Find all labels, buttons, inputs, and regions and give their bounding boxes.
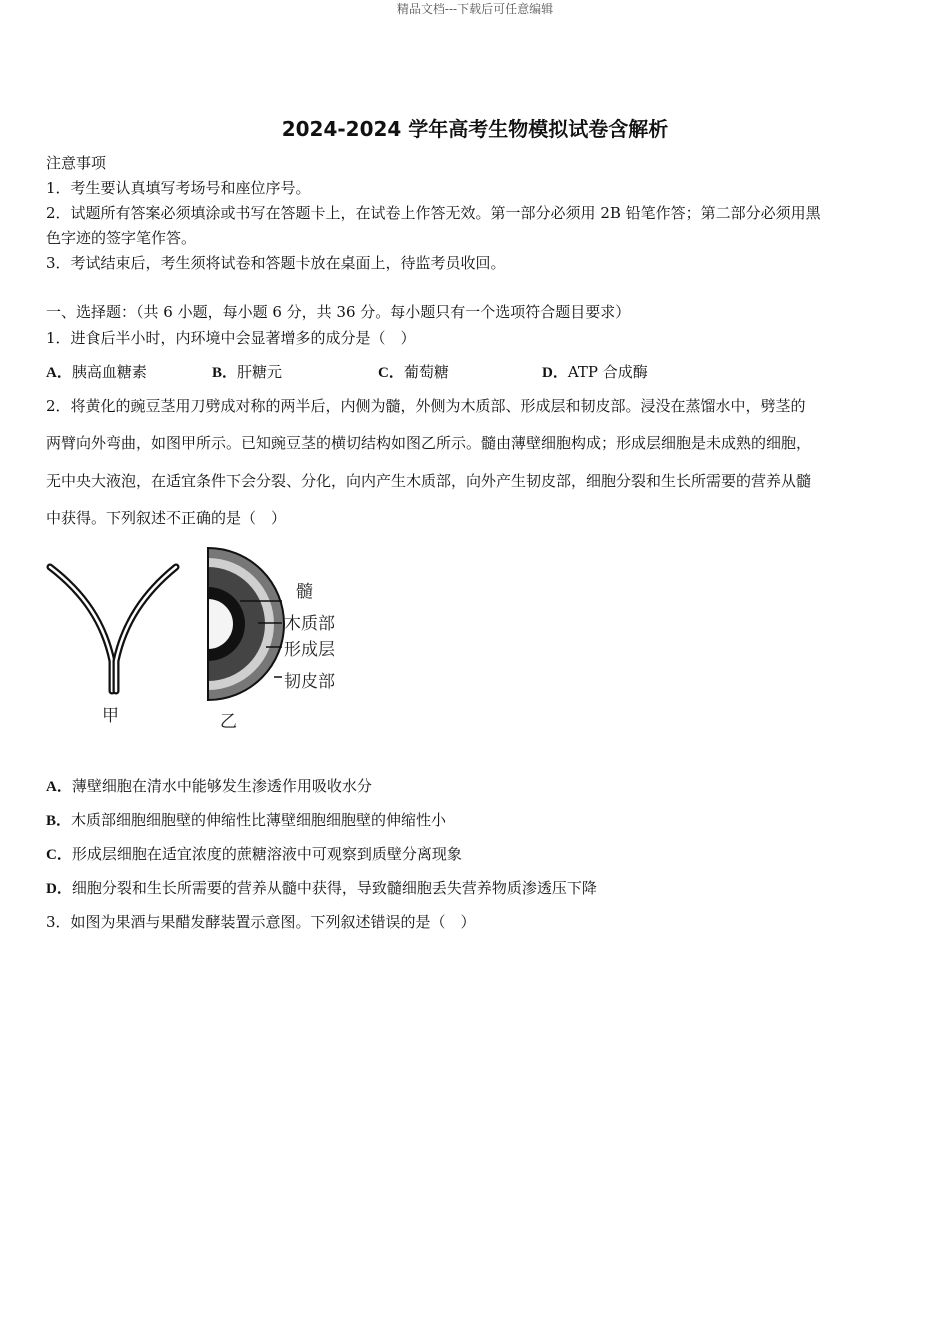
q1-stem: 1．进食后半小时，内环境中会显著增多的成分是（ ） (46, 329, 416, 347)
q2-stem-line-4: 中获得。下列叙述不正确的是（ ） (46, 509, 287, 527)
q2-option-c (46, 843, 462, 864)
option-text: 木质部细胞细胞壁的伸缩性比薄壁细胞细胞壁的伸缩性小 (71, 811, 447, 829)
q2-stem-line-3: 无中央大液泡，在适宜条件下会分裂、分化，向内产生木质部，向外产生韧皮部，细胞分裂和生长所需要的营养从髓 (46, 472, 812, 490)
option-label: C． (378, 365, 404, 381)
q2-option-d (46, 877, 597, 898)
q1-options (46, 361, 746, 381)
pea-stem-figure (44, 543, 354, 733)
q2-option-a (46, 775, 372, 796)
figure-label-cambium: 形成层 (284, 640, 335, 660)
option-label: D． (46, 881, 72, 897)
q1-option-b (212, 361, 282, 382)
q1-option-a (46, 361, 147, 382)
q3-stem: 3．如图为果酒与果醋发酵装置示意图。下列叙述错误的是（ ） (46, 913, 476, 931)
option-text: 细胞分裂和生长所需要的营养从髓中获得，导致髓细胞丢失营养物质渗透压下降 (71, 879, 597, 897)
figure-yi-cross-section (208, 547, 284, 701)
option-label: B． (212, 365, 238, 381)
figure-label-jia: 甲 (102, 706, 119, 726)
option-text: 肝糖元 (237, 363, 283, 381)
figure-label-xylem: 木质部 (284, 614, 335, 634)
option-label: A． (46, 779, 72, 795)
document-title: 2024-2024 学年高考生物模拟试卷含解析 (281, 117, 669, 141)
notice-item-2-continued: 色字迹的签字笔作答。 (46, 229, 197, 247)
q2-stem-line-1: 2．将黄化的豌豆茎用刀劈成对称的两半后，内侧为髓，外侧为木质部、形成层和韧皮部。浸没在蒸馏水中，劈茎的 (46, 397, 806, 415)
notice-item-1: 1．考生要认真填写考场号和座位序号。 (46, 179, 311, 197)
figure-jia-split-stem (50, 567, 176, 691)
q1-option-c (378, 361, 449, 382)
option-text: 形成层细胞在适宜浓度的蔗糖溶液中可观察到质壁分离现象 (71, 845, 462, 863)
figure-label-phloem: 韧皮部 (284, 672, 335, 692)
option-text: 葡萄糖 (403, 363, 449, 381)
option-text: 薄壁细胞在清水中能够发生渗透作用吸收水分 (71, 777, 372, 795)
page-header-note: 精品文档---下载后可任意编辑 (396, 2, 554, 16)
q2-stem-line-2: 两臂向外弯曲，如图甲所示。已知豌豆茎的横切结构如图乙所示。髓由薄壁细胞构成；形成层细胞是未成熟的细胞， (46, 434, 812, 452)
section-heading: 一、选择题：（共 6 小题，每小题 6 分，共 36 分。每小题只有一个选项符合题目要求） (46, 303, 631, 321)
option-label: B． (46, 813, 72, 829)
figure-label-yi: 乙 (220, 712, 237, 732)
notice-item-3: 3．考试结束后，考生须将试卷和答题卡放在桌面上，待监考员收回。 (46, 254, 506, 272)
option-text: ATP 合成酶 (567, 363, 648, 381)
figure-label-pith: 髓 (296, 582, 313, 602)
option-label: A． (46, 365, 72, 381)
q1-option-d (542, 361, 648, 382)
q2-option-b (46, 809, 446, 830)
option-label: D． (542, 365, 568, 381)
option-text: 胰高血糖素 (71, 363, 147, 381)
notice-item-2: 2．试题所有答案必须填涂或书写在答题卡上，在试卷上作答无效。第一部分必须用 2B 铅笔作答；第二部分必须用黑 (46, 204, 821, 222)
option-label: C． (46, 847, 72, 863)
notice-heading: 注意事项 (46, 154, 107, 172)
